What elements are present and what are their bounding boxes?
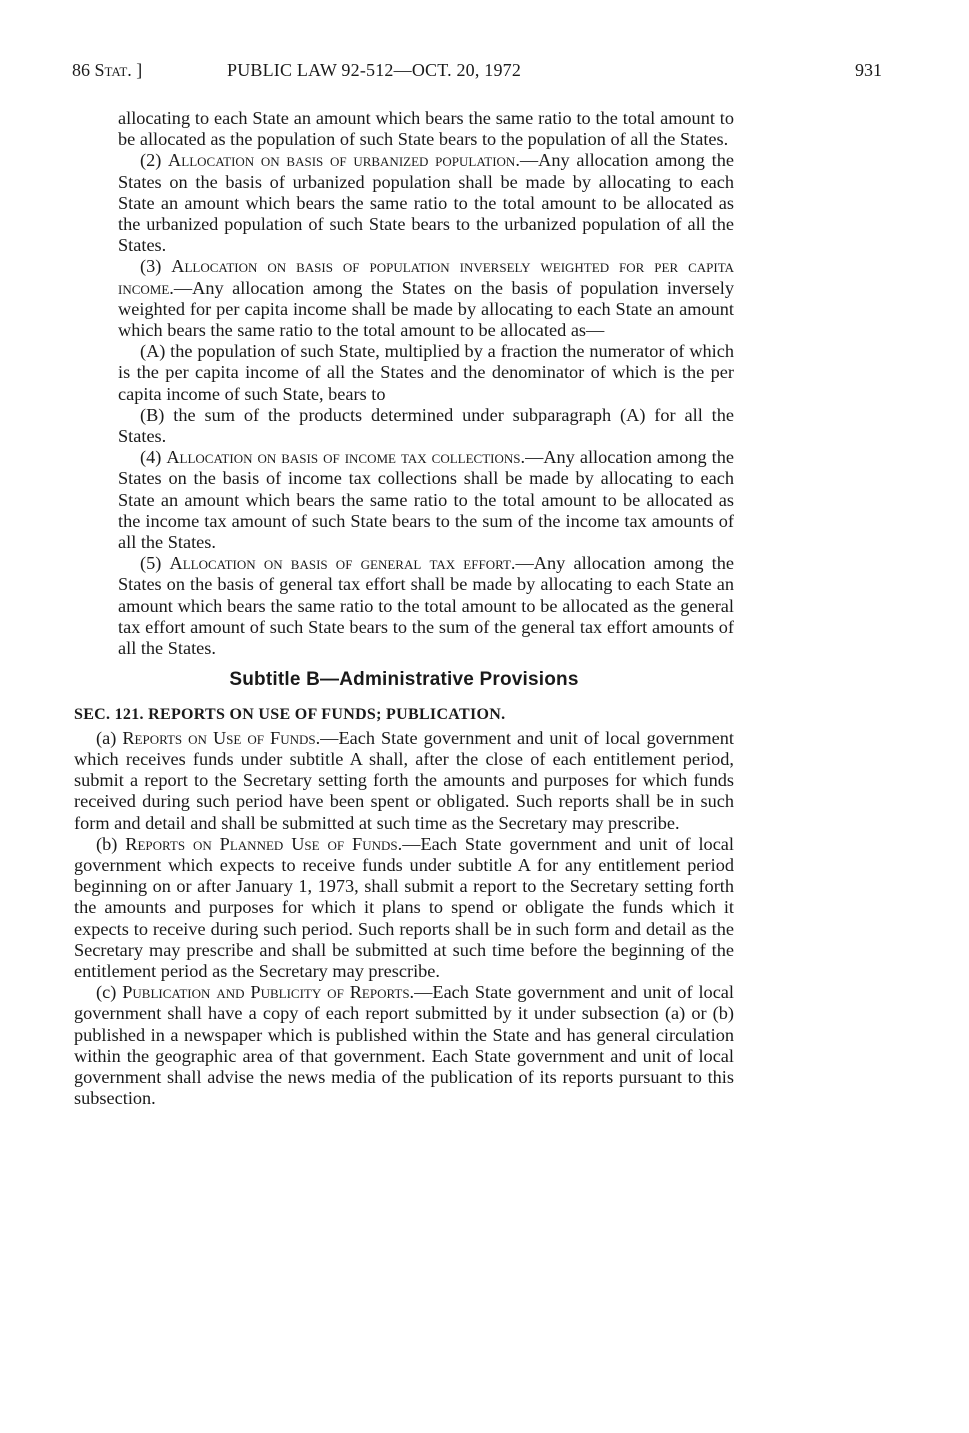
paragraph-4-heading: Allocation on basis of income tax collections. (166, 447, 526, 468)
running-head (72, 60, 882, 86)
subtitle-heading: Subtitle B—Administrative Provisions (229, 669, 579, 691)
subsection-c-number: (c) (96, 982, 123, 1003)
subsection-a (74, 728, 734, 834)
subsection-a-heading: Reports on Use of Funds. (122, 727, 321, 748)
paragraph-3-number: (3) (140, 256, 172, 277)
subsection-b-text: —Each State government and unit of local government which expects to receive funds under subtitle A for any entitlement period beginning on or after January 1, 1973, shall submit a report to the Secretary setting forth the amounts and purposes for which it plans to spend or obligate the funds which it expects to receive during such period. Such reports shall be in such form and detail as the Secretary may prescribe and shall be submitted at such time before the beginning of the entitlement period as the Secretary may prescribe. (74, 833, 735, 981)
page-number: 931 (855, 60, 882, 80)
subsection-a-number: (a) (96, 727, 123, 748)
paragraph-3-heading: Allocation on basis of population inversely weighted for per capita income. (118, 256, 734, 298)
section-heading: SEC. 121. REPORTS ON USE OF FUNDS; PUBLICATION. (74, 706, 506, 724)
paragraph-2 (74, 150, 734, 256)
subsection-c (74, 982, 734, 1109)
paragraph-4-text: —Any allocation among the States on the basis of income tax collections shall be made by allocating to each State an amount which bears the same ratio to the total amount to be allocated as the income tax amount of such State bears to the sum of the income tax amounts of all the States. (118, 447, 734, 553)
subsection-b-heading: Reports on Planned Use of Funds. (125, 833, 403, 854)
paragraph-5-text: —Any allocation among the States on the basis of general tax effort shall be made by allocating to each State an amount which bears the same ratio to the total amount to be allocated as the general tax effort amount of such State bears to the sum of the general tax effort amounts of all the States. (118, 553, 734, 659)
paragraph-3 (74, 256, 734, 341)
subsection-a-text: —Each State government and unit of local government which receives funds under subtitle A shall, after the close of each entitlement period, submit a report to the Secretary setting forth the amounts and purposes for which funds received during such period have been spent or obligated. Such reports shall be in such form and detail and shall be submitted at such time as the Secretary may prescribe. (74, 727, 734, 833)
document-body (74, 108, 734, 1109)
paragraph-5-heading: Allocation on basis of general tax effort. (169, 553, 516, 574)
subparagraph-3a: (A) the population of such State, multiplied by a fraction the numerator of which is the per capita income of all the States and the denominator of which is the per capita income of such State, bears to (118, 341, 734, 404)
paragraph-1-continuation: allocating to each State an amount which bears the same ratio to the total amount to be allocated as the population of such State bears to the population of all the States. (118, 108, 734, 150)
subsection-b-number: (b) (96, 833, 126, 854)
paragraph-4 (74, 447, 734, 553)
subsection-c-text: —Each State government and unit of local government shall have a copy of each report submitted by it under subsection (a) or (b) published in a newspaper which is published within the State and has general circulation within the geographic area of that government. Each State government and unit of local government shall advise the news media of the publication of its reports pursuant to this subsection. (74, 982, 734, 1109)
subsection-c-heading: Publication and Publicity of Reports. (122, 982, 415, 1003)
law-title: PUBLIC LAW 92-512—OCT. 20, 1972 (227, 60, 522, 80)
paragraph-2-heading: Allocation on basis of urbanized population. (168, 150, 520, 171)
subsection-b (74, 834, 734, 982)
paragraph-4-number: (4) (140, 447, 167, 468)
paragraph-3-text: —Any allocation among the States on the basis of population inversely weighted for per capita income shall be made by allocating to each State an amount which bears the same ratio to the total amount to be allocated as— (118, 277, 734, 341)
paragraph-5 (74, 553, 734, 659)
volume-reference: 86 Stat. ] (72, 60, 143, 80)
paragraph-5-number: (5) (140, 553, 170, 574)
subparagraph-3b: (B) the sum of the products determined under subparagraph (A) for all the States. (118, 404, 734, 447)
paragraph-2-number: (2) (140, 150, 169, 171)
paragraph-2-text: —Any allocation among the States on the basis of urbanized population shall be made by allocating to each State an amount which bears the same ratio to the total amount to be allocated as the urbanized population of such State bears to the urbanized population of all the States. (118, 150, 734, 256)
